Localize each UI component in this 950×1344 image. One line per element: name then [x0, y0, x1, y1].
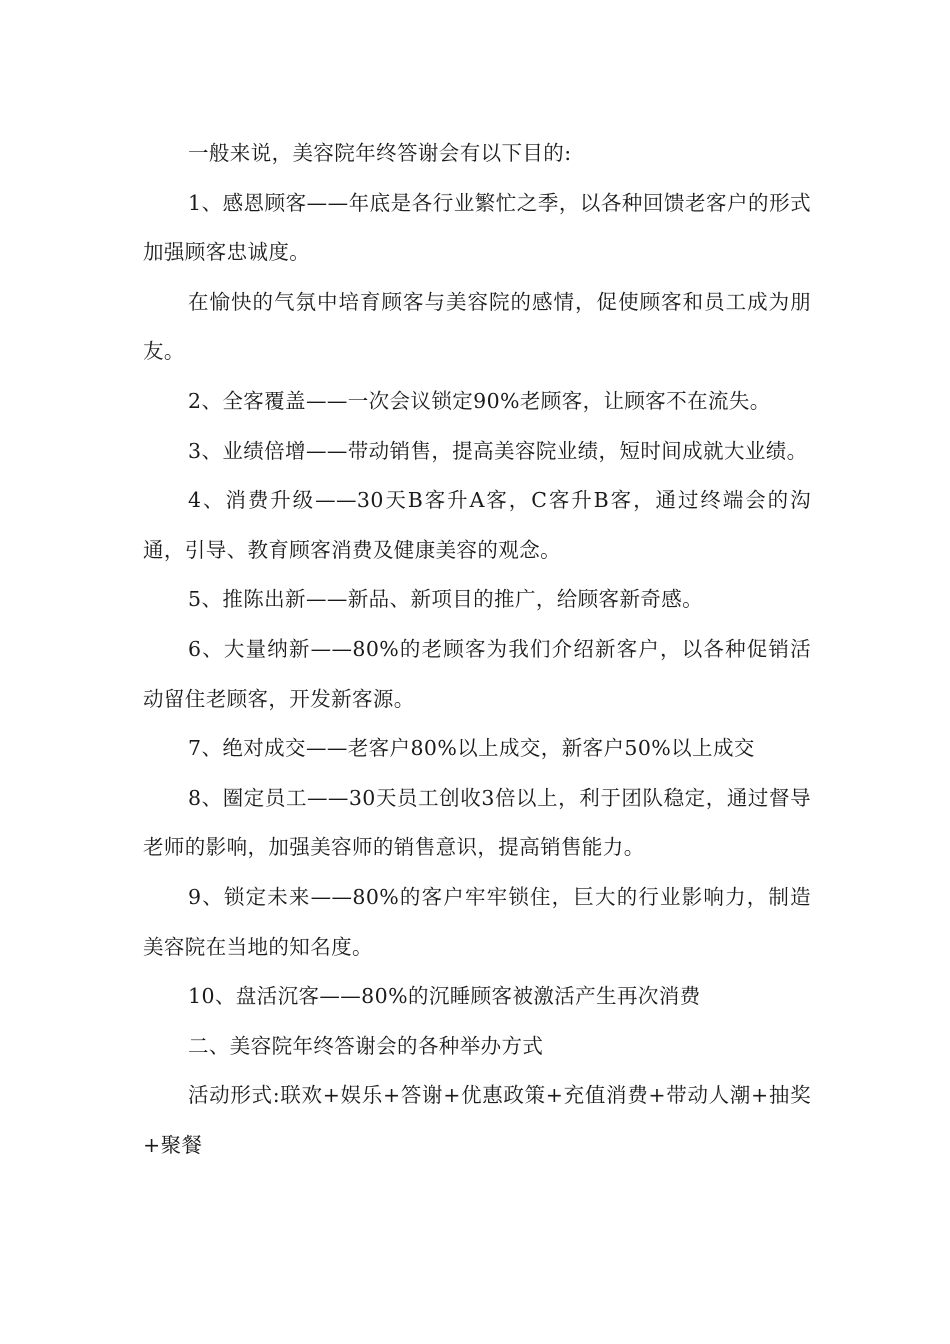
- document-body: [143, 129, 811, 1170]
- paragraph-item-5: 5、推陈出新——新品、新项目的推广，给顾客新奇感。: [188, 587, 704, 612]
- paragraph-item-1: 1、感恩顾客——年底是各行业繁忙之季，以各种回馈老客户的形式加强顾客忠诚度。: [143, 190, 811, 265]
- paragraph-intro: 一般来说，美容院年终答谢会有以下目的:: [188, 141, 572, 165]
- paragraph-item-2: 2、全客覆盖——一次会议锁定90%老顾客，让顾客不在流失。: [188, 388, 771, 413]
- paragraph-item-9: 9、锁定未来——80%的客户牢牢锁住，巨大的行业影响力，制造美容院在当地的知名度。: [143, 884, 811, 959]
- paragraph-item-3: 3、业绩倍增——带动销售，提高美容院业绩，短时间成就大业绩。: [188, 438, 808, 463]
- paragraph-item-4: 4、消费升级——30天B客升A客，C客升B客，通过终端会的沟通，引导、教育顾客消费及健康美容的观念。: [143, 488, 811, 562]
- paragraph-item-7: 7、绝对成交——老客户80%以上成交，新客户50%以上成交: [188, 736, 755, 761]
- paragraph-item-1-note: 在愉快的气氛中培育顾客与美容院的感情，促使顾客和员工成为朋友。: [143, 289, 811, 364]
- section-heading-2: 二、美容院年终答谢会的各种举办方式: [188, 1033, 544, 1058]
- paragraph-item-10: 10、盘活沉客——80%的沉睡顾客被激活产生再次消费: [188, 984, 701, 1009]
- paragraph-item-6: 6、大量纳新——80%的老顾客为我们介绍新客户，以各种促销活动留住老顾客，开发新客源。: [143, 636, 811, 711]
- paragraph-item-8: 8、圈定员工——30天员工创收3倍以上，利于团队稳定，通过督导老师的影响，加强美容师的销售意识，提高销售能力。: [143, 785, 811, 860]
- paragraph-activity-format: 活动形式:联欢+娱乐+答谢+优惠政策+充值消费+带动人潮+抽奖+聚餐: [143, 1083, 811, 1157]
